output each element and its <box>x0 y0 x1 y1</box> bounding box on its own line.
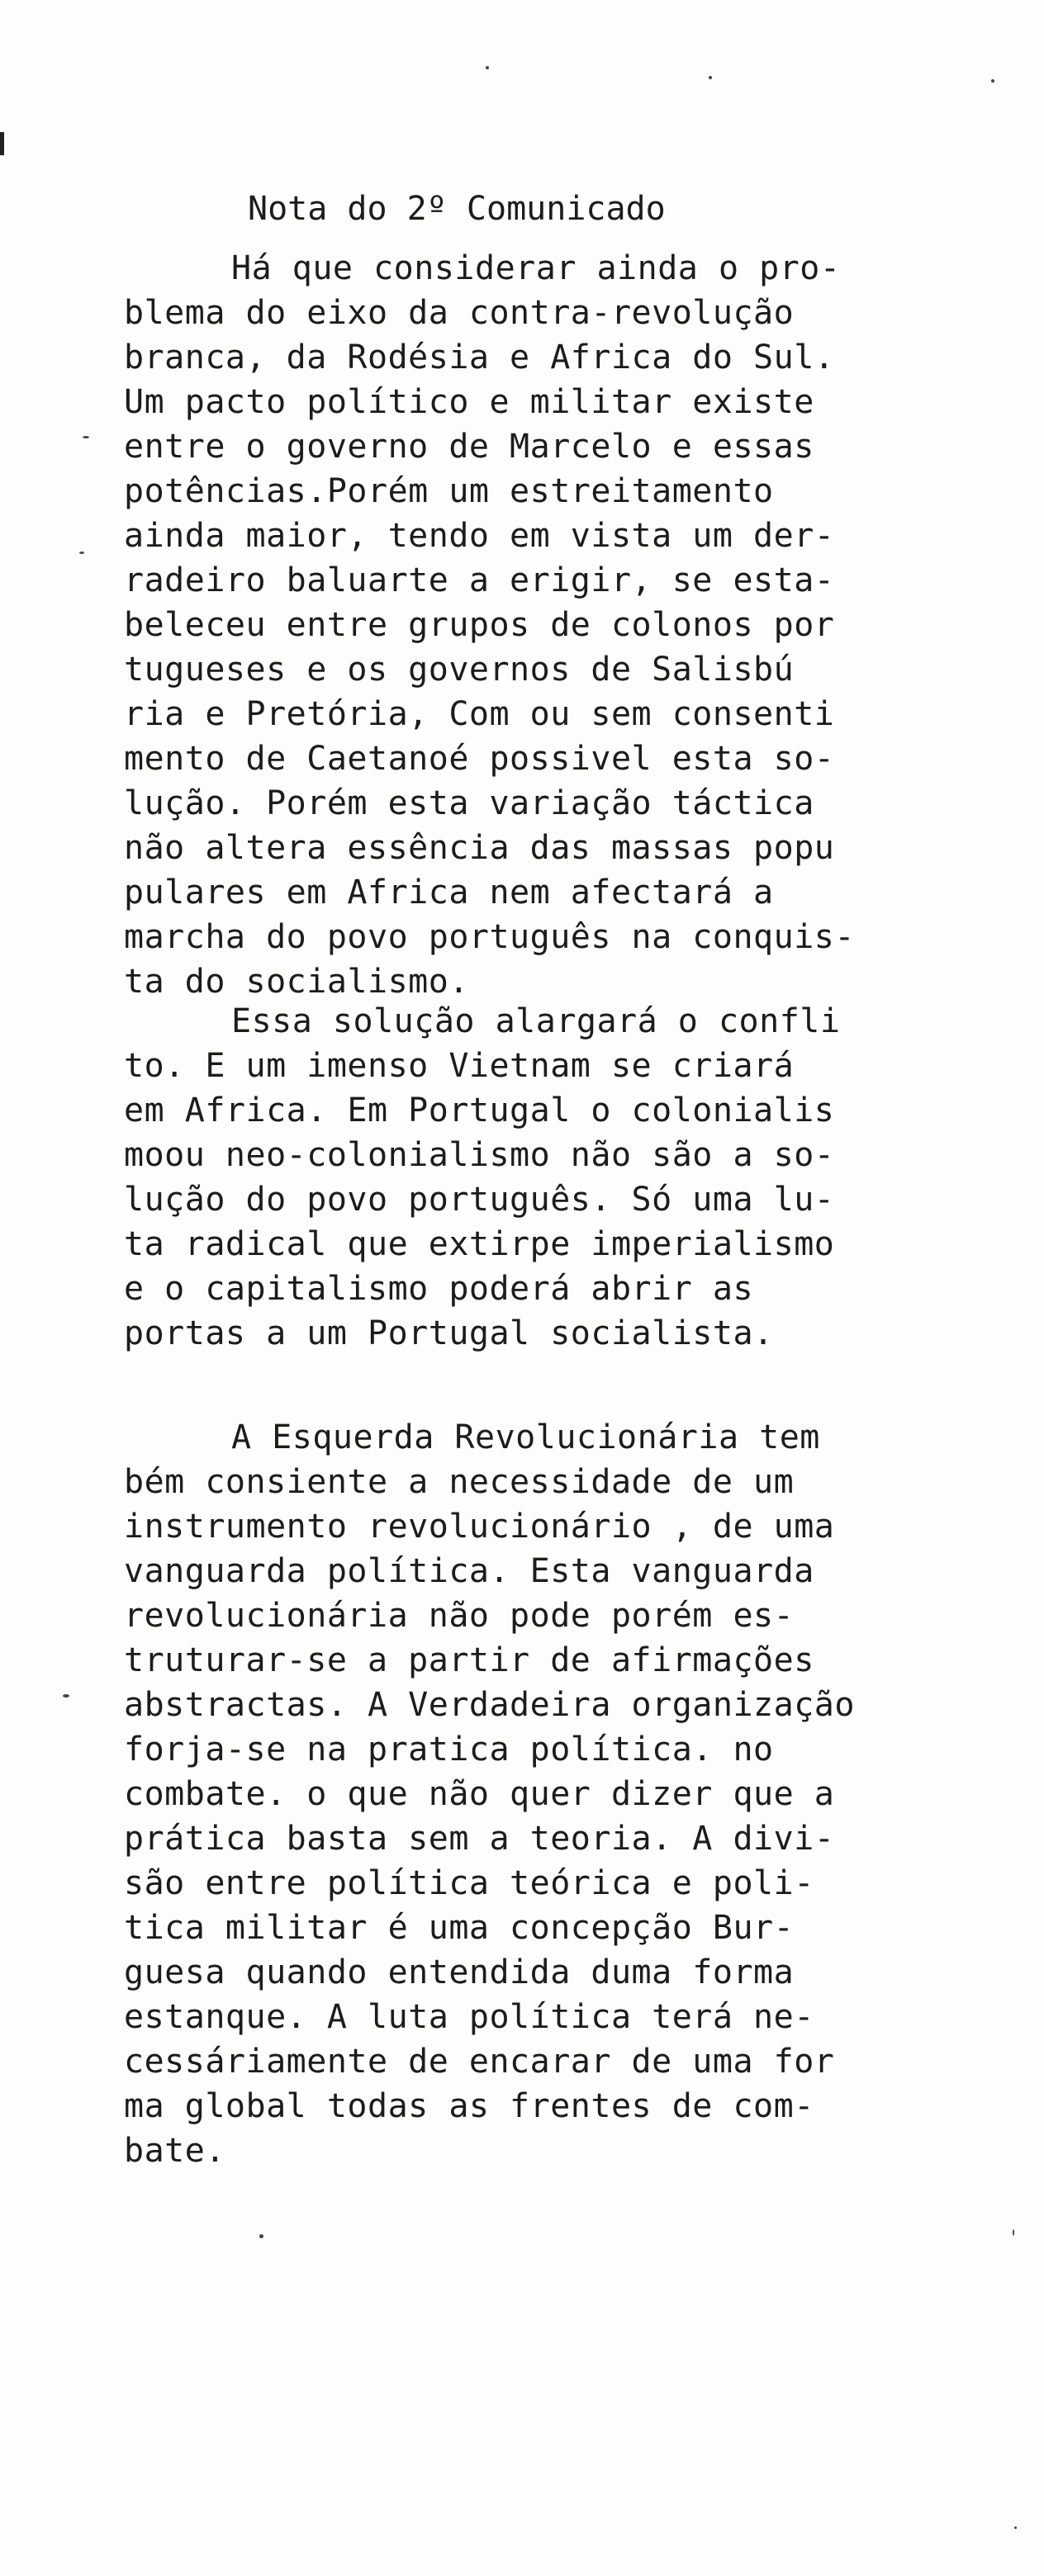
text-line: guesa quando entendida duma forma <box>124 1953 795 1991</box>
paragraph-1 <box>124 246 855 1004</box>
text-line: truturar-se a partir de afirmações <box>124 1641 814 1679</box>
text-line: instrumento revolucionário , de uma <box>124 1508 835 1546</box>
edge-mark <box>0 132 4 155</box>
paper-speck <box>486 66 489 69</box>
text-line: combate. o que não quer dizer que a <box>124 1775 835 1813</box>
text-line: mento de Caetanoé possivel esta so- <box>124 740 835 778</box>
paper-speck <box>79 552 84 554</box>
text-line: prática basta sem a teoria. A divi- <box>124 1820 835 1858</box>
paper-speck <box>1014 2526 1017 2529</box>
text-line: beleceu entre grupos de colonos por <box>124 606 835 644</box>
text-line: tugueses e os governos de Salisbú <box>124 651 795 689</box>
paper-speck <box>83 436 89 438</box>
text-line: bém consiente a necessidade de um <box>124 1463 795 1501</box>
text-line: e o capitalismo poderá abrir as <box>124 1270 754 1308</box>
text-line: ria e Pretória, Com ou sem consenti <box>124 695 835 733</box>
text-line: forja-se na pratica política. no <box>124 1731 774 1769</box>
text-line: cessáriamente de encarar de uma for <box>124 2043 835 2081</box>
text-line: ta do socialismo. <box>124 963 469 1001</box>
text-line: Um pacto político e militar existe <box>124 383 814 421</box>
paragraph-3 <box>124 1415 855 2173</box>
text-line: to. E um imenso Vietnam se criará <box>124 1047 795 1085</box>
text-line: em Africa. Em Portugal o colonialis <box>124 1091 835 1129</box>
text-line: portas a um Portugal socialista. <box>124 1314 774 1352</box>
paragraph-2 <box>124 999 840 1356</box>
text-line: marcha do povo português na conquis- <box>124 918 855 956</box>
text-line: Há que considerar ainda o pro- <box>231 249 841 287</box>
text-line: tica militar é uma concepção Bur- <box>124 1909 795 1947</box>
paper-speck <box>259 2234 263 2238</box>
text-line: ta radical que extirpe imperialismo <box>124 1225 835 1263</box>
text-line: lução do povo português. Só uma lu- <box>124 1181 835 1219</box>
text-line: blema do eixo da contra-revolução <box>124 294 795 332</box>
text-line: lução. Porém esta variação táctica <box>124 784 814 822</box>
text-line: moou neo-colonialismo não são a so- <box>124 1136 835 1174</box>
text-line: ainda maior, tendo em vista um der- <box>124 517 835 555</box>
text-line: pulares em Africa nem afectará a <box>124 874 774 912</box>
text-line: Essa solução alargará o confli <box>231 1002 841 1040</box>
paper-speck <box>991 79 994 83</box>
text-line: estanque. A luta política terá ne- <box>124 1998 814 2036</box>
paper-speck <box>709 76 712 79</box>
text-line: bate. <box>124 2132 225 2170</box>
text-line: branca, da Rodésia e Africa do Sul. <box>124 339 835 376</box>
text-line: abstractas. A Verdadeira organização <box>124 1686 855 1724</box>
text-line: são entre política teórica e poli- <box>124 1864 814 1902</box>
text-line: A Esquerda Revolucionária tem <box>231 1418 820 1456</box>
paper-speck <box>63 1694 69 1698</box>
text-line: não altera essência das massas popu <box>124 829 835 867</box>
text-line: entre o governo de Marcelo e essas <box>124 428 814 466</box>
text-line: ma global todas as frentes de com- <box>124 2087 814 2125</box>
text-line: radeiro baluarte a erigir, se esta- <box>124 561 835 599</box>
paper-speck <box>1013 2229 1014 2236</box>
document-title: Nota do 2º Comunicado <box>248 190 666 228</box>
text-line: revolucionária não pode porém es- <box>124 1597 795 1635</box>
text-line: vanguarda política. Esta vanguarda <box>124 1552 814 1590</box>
text-line: potências.Porém um estreitamento <box>124 472 774 510</box>
